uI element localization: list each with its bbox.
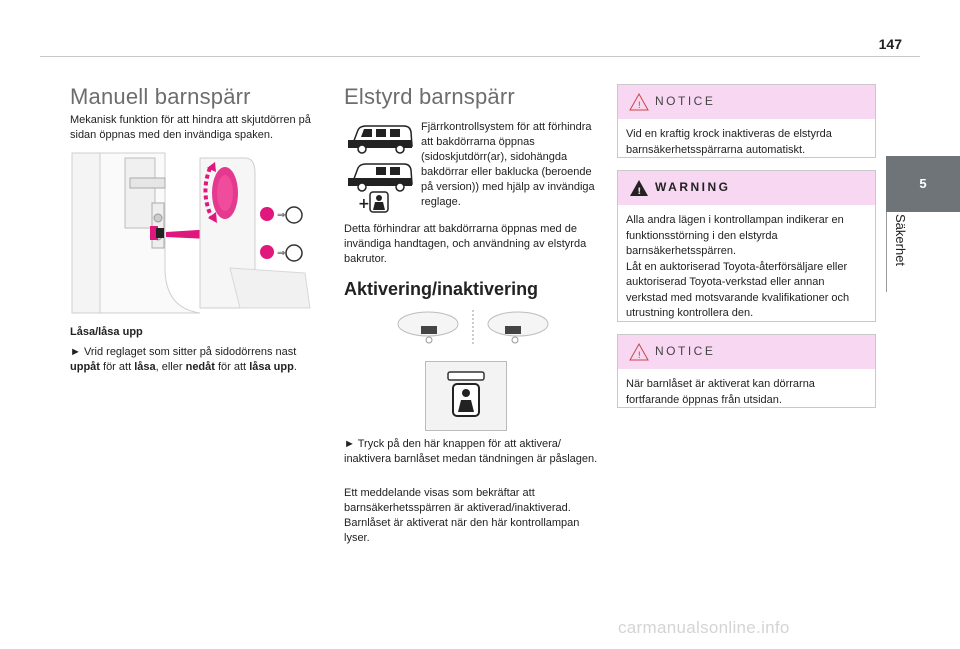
step-text-2: för att (99, 361, 135, 373)
electric-body: Detta förhindrar att bakdörrarna öppnas med de invändiga handtagen, och användning av elstyrda bakrutor. (344, 223, 587, 265)
activation-message: Ett meddelande visas som bekräftar att barnsäkerhetsspärren är aktiverad/inaktiverad. (344, 487, 571, 514)
step-bold-up: uppåt (70, 361, 100, 373)
step-text-1: Vrid reglaget som sitter på sidodörrens nast (80, 346, 297, 358)
notice-label-2: NOTICE (655, 344, 716, 358)
watermark: carmanualsonline.info (618, 618, 790, 637)
warning-box (617, 170, 876, 322)
warning-label: WARNING (655, 180, 731, 194)
activation-step: ► Tryck på den här knappen för att aktivera/ inaktivera barnlåset medan tändningen är påslagen. (344, 438, 598, 465)
svg-text:!: ! (637, 351, 642, 361)
child-lock-button-icon (425, 361, 507, 431)
vehicle-icons (344, 118, 414, 218)
door-lock-illustration (70, 148, 320, 318)
steering-wheel-icons (393, 308, 553, 348)
step-text-4: för att (214, 361, 250, 373)
notice-text-1: Vid en kraftig krock inaktiveras de elstyrda barnsäkerhetsspärrarna automatiskt. (626, 128, 832, 156)
step-bold-unlock: låsa upp (249, 361, 294, 373)
lock-unlock-heading: Låsa/låsa upp (70, 326, 143, 338)
notice-label-1: NOTICE (655, 94, 716, 108)
svg-text:+: + (358, 196, 370, 212)
section-title-manual: Manuell barnspärr (70, 84, 251, 109)
warning-text-1: Alla andra lägen i kontrollampan indikerar en funktionsstörning i den elstyrda barnsäkerhetsspärren. (626, 214, 844, 257)
page-number: 147 (878, 36, 902, 52)
chapter-label (888, 214, 916, 324)
warning-header (618, 171, 875, 205)
activation-heading: Aktivering/inaktivering (344, 279, 539, 299)
step-bold-down: nedåt (185, 361, 215, 373)
activation-lamp-note: Barnlåset är aktiverat när den här kontrollampan lyser. (344, 517, 580, 544)
notice-icon (629, 93, 649, 111)
svg-text:!: ! (637, 101, 642, 111)
notice-icon (629, 343, 649, 361)
step-bullet: ► (70, 346, 81, 358)
warning-text-2: Låt en auktoriserad Toyota-återförsäljare eller auktoriserad Toyota-verkstad eller annan verkstad med motsvarande kvalifikationer och utrustning kontrollera den. (626, 260, 850, 319)
tab-divider (886, 212, 887, 292)
notice-box-2 (617, 334, 876, 408)
lock-unlock-step (70, 345, 322, 375)
header-divider (40, 56, 920, 57)
step-text-5: . (293, 361, 297, 373)
chapter-label-text: Säkerhet (893, 214, 908, 267)
step-bold-lock: låsa (134, 361, 156, 373)
notice-text-2: När barnlåset är aktiverat kan dörrarna fortfarande öppnas från utsidan. (626, 378, 815, 406)
section-title-electric: Elstyrd barnspärr (344, 84, 515, 109)
warning-text (618, 205, 875, 328)
step-text-3: , eller (155, 361, 186, 373)
notice-header-1 (618, 85, 875, 119)
svg-text:⇒: ⇒ (277, 248, 286, 259)
manual-intro: Mekanisk funktion för att hindra att skjutdörren på sidan öppnas med den invändiga spaken. (70, 114, 311, 141)
warning-icon (629, 179, 649, 197)
notice-box-1 (617, 84, 876, 158)
electric-icon-text: Fjärrkontrollsystem för att förhindra att bakdörrarna öppnas (sidoskjutdörr(ar), sidohängda bakdörrar eller baklucka (beroende på version)) med hjälp av invändiga reglage. (421, 121, 595, 208)
svg-text:!: ! (637, 187, 642, 197)
notice-header-2 (618, 335, 875, 369)
chapter-tab[interactable]: 5 (886, 156, 960, 212)
svg-text:⇒: ⇒ (277, 210, 286, 221)
